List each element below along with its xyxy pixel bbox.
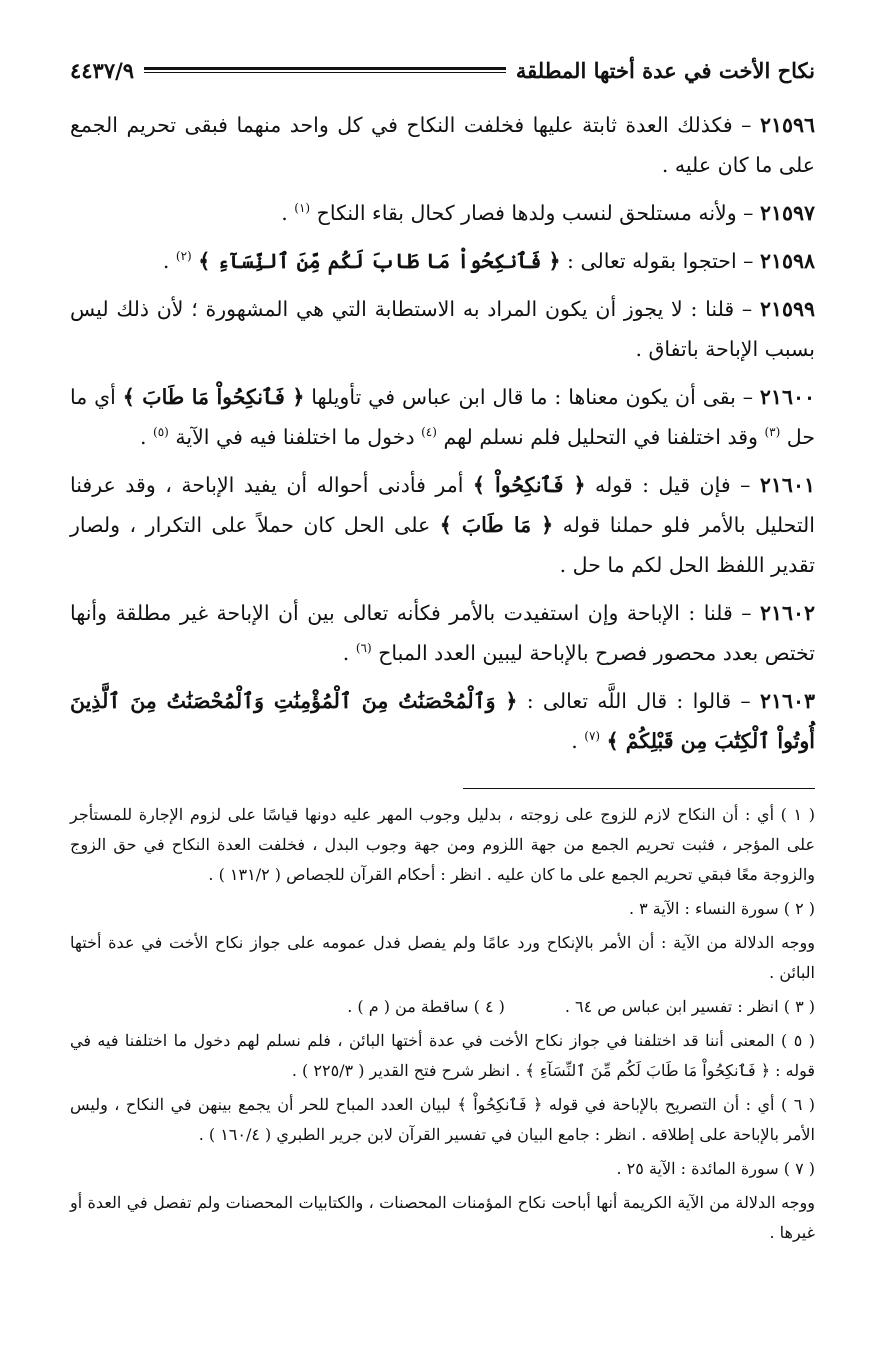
punctuation: . [281, 201, 288, 225]
footnote-pair [70, 992, 815, 1022]
footnote: ( ١ ) أي : أن النكاح لازم للزوج على زوجته ، بدليل وجوب المهر عليه دونها قياسًا على لزوم الإجارة للمستأجر على المؤجر ، فثبت تحريم الجمع من جهة اللزوم ومن جهة وجوب البدل ، فخلفت العدة النكاح في حق الزوج والزوجة معًا فبقي تحريم الجمع على ما كان عليه . انظر : أحكام القرآن للجصاص ( ١٣١/٢ ) . [70, 805, 816, 884]
footnote: ووجه الدلالة من الآية : أن الأمر بالإنكاح ورد عامًا ولم يفصل فدل عمومه على جواز نكاح الأخت في عدة أختها البائن . [70, 933, 815, 982]
punctuation: . [571, 729, 578, 753]
footnote-ref: (٧) [584, 729, 601, 744]
paragraph-number: ٢١٦٠٠ [759, 385, 815, 409]
paragraph-number: ٢١٦٠١ [759, 473, 815, 497]
footnote-ref: (٢) [175, 249, 192, 264]
paragraph-text: على الحل كان حملاً على التكرار ، ولصار تقدير اللفظ الحل لكم ما حل . [70, 513, 815, 577]
footnote: ( ٥ ) المعنى أننا قد اختلفنا في جواز نكاح الأخت في عدة أختها البائن ، فلم نسلم لهم دخول ما اختلفنا فيه في قوله : ﴿ فَٱنكِحُواْ مَا طَابَ لَكُم مِّنَ ٱلنِّسَآءِ ﴾ . انظر شرح فتح القدير ( ٢٢٥/٣ ) . [70, 1031, 816, 1080]
paragraph-text: – بقى أن يكون معناها : ما قال ابن عباس في تأويلها [311, 385, 754, 409]
footnote: ( ٤ ) ساقطة من ( م ) . [347, 997, 505, 1016]
paragraph [70, 593, 815, 673]
quran-quote: ﴿ وَٱلْمُحْصَنَٰتُ مِنَ ٱلْمُؤْمِنَٰتِ وَٱلْمُحْصَنَٰتُ مِنَ ٱلَّذِينَ أُوتُواْ ٱلْكِتَٰبَ مِن قَبْلِكُمْ ﴾ [70, 689, 815, 753]
punctuation: . [139, 425, 147, 449]
footnote: ( ٧ ) سورة المائدة : الآية ٢٥ . [616, 1159, 815, 1178]
paragraph-text: أي ما حل [70, 385, 815, 449]
main-text [70, 105, 815, 769]
quran-quote: ﴿ فَٱنكِحُواْ ﴾ [472, 473, 586, 497]
footnote: ( ٦ ) أي : أن التصريح بالإباحة في قوله ﴿ فَٱنكِحُواْ ﴾ لبيان العدد المباح للحر أن يجمع بينهن في النكاح ، وليس الأمر بالإباحة على إطلاقه . انظر : جامع البيان في تفسير القرآن لابن جرير الطبري ( ١٦٠/٤ ) . [70, 1095, 815, 1144]
paragraph-text: أمر فأدنى أحواله أن يفيد الإباحة ، وقد عرفنا التحليل بالأمر فلو حملنا قوله [70, 473, 815, 537]
paragraph-text: – قلنا : لا يجوز أن يكون المراد به الاستطابة التي هي المشهورة ؛ لأن ذلك ليس بسبب الإباحة باتفاق . [70, 297, 815, 361]
quran-quote: ﴿ مَا طَابَ ﴾ [439, 513, 554, 537]
paragraph-number: ٢١٥٩٧ [759, 201, 815, 225]
paragraph-text: وقد اختلفنا في التحليل فلم نسلم لهم [443, 425, 758, 449]
paragraph [70, 105, 815, 185]
paragraph-text: – ولأنه مستلحق لنسب ولدها فصار كحال بقاء النكاح [316, 201, 754, 225]
paragraph-number: ٢١٦٠٢ [759, 601, 815, 625]
footnote: ( ٢ ) سورة النساء : الآية ٣ . [628, 899, 815, 918]
header-rule [144, 67, 506, 73]
paragraph-number: ٢١٥٩٩ [759, 297, 815, 321]
paragraph-number: ٢١٥٩٨ [759, 249, 815, 273]
page-header [70, 52, 815, 88]
paragraph-text: – قلنا : الإباحة وإن استفيدت بالأمر فكأنه تعالى بين أن الإباحة غير مطلقة وأنها تختص بعدد محصور فصرح بالإباحة ليبين العدد المباح [70, 601, 815, 665]
paragraph-number: ٢١٥٩٦ [759, 113, 815, 137]
paragraph-number: ٢١٦٠٣ [759, 689, 815, 713]
page-number: ٤٤٣٧/٩ [70, 57, 135, 83]
punctuation: . [342, 641, 350, 665]
punctuation: . [162, 249, 170, 273]
paragraph-text: – فكذلك العدة ثابتة عليها فخلفت النكاح في كل واحد منهما فبقى تحريم الجمع على ما كان عليه . [70, 113, 815, 177]
paragraph [70, 289, 815, 369]
footnote: ووجه الدلالة من الآية الكريمة أنها أباحت نكاح المؤمنات المحصنات ، والكتابيات المحصنات ولم تفصل في العدة أو غيرها . [70, 1193, 815, 1242]
paragraph-text: – قالوا : قال اللَّه تعالى : [526, 689, 751, 713]
footnote: ( ٣ ) انظر : تفسير ابن عباس ص ٦٤ . [564, 997, 815, 1016]
running-title: نكاح الأخت في عدة أختها المطلقة [515, 57, 815, 83]
footnotes [70, 800, 815, 1252]
footnote-separator [463, 788, 815, 789]
footnote-ref: (٥) [153, 425, 169, 440]
paragraph [70, 681, 815, 761]
footnote-ref: (١) [294, 201, 311, 216]
paragraph [70, 241, 815, 281]
quran-quote: ﴿ فَٱنكِحُواْ مَا طَابَ ﴾ [122, 385, 305, 409]
footnote-ref: (٦) [355, 641, 372, 656]
paragraph-text: دخول ما اختلفنا فيه في الآية [175, 425, 415, 449]
paragraph [70, 465, 815, 585]
paragraph [70, 377, 815, 457]
paragraph-text: – احتجوا بقوله تعالى : [567, 249, 754, 273]
footnote-ref: (٤) [421, 425, 437, 440]
footnote-ref: (٣) [764, 425, 781, 440]
quran-quote: ﴿ فَٱنكِحُواْ مَا طَابَ لَكُم مِّنَ ٱلنِّسَآءِ ﴾ [198, 249, 561, 273]
paragraph-text: – فإن قيل : قوله [595, 473, 751, 497]
paragraph [70, 193, 815, 233]
